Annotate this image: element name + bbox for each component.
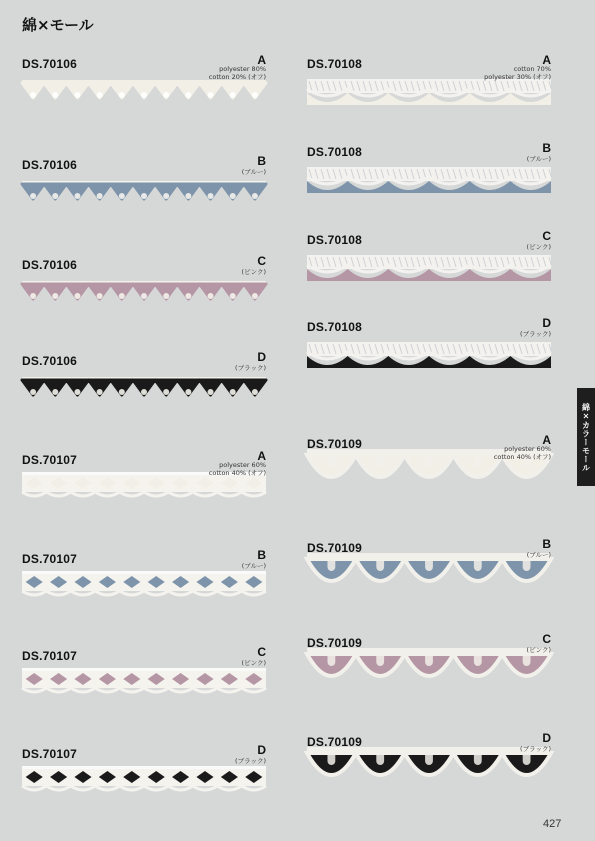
color-name: (ブルー) — [526, 155, 551, 163]
material-line: cotton 20% (オフ) — [208, 72, 266, 81]
color-name: (ブルー) — [241, 168, 266, 176]
product-code: DS.70108 — [307, 320, 362, 334]
lace-item-ds70106-a[interactable] — [22, 53, 266, 109]
lace-item-ds70108-a[interactable] — [307, 53, 551, 109]
product-code: DS.70109 — [307, 735, 362, 749]
variant-letter: C — [542, 632, 551, 646]
product-code: DS.70108 — [307, 233, 362, 247]
product-code: DS.70108 — [307, 57, 362, 71]
material-line: polyester 60% — [219, 461, 266, 469]
color-name: (ブラック) — [520, 745, 551, 753]
material-line: cotton 40% (オフ) — [208, 468, 266, 477]
material-composition — [209, 66, 266, 81]
color-name: (ブラック) — [520, 330, 551, 338]
variant-letter: B — [257, 154, 266, 168]
lace-item-ds70109-b[interactable] — [307, 537, 551, 603]
material-composition — [209, 462, 266, 477]
variant-letter: A — [257, 53, 266, 67]
material-composition — [494, 446, 551, 461]
product-code: DS.70109 — [307, 541, 362, 555]
lace-item-ds70108-d[interactable] — [307, 316, 551, 372]
variant-letter: B — [257, 548, 266, 562]
lace-item-ds70106-c[interactable] — [22, 254, 266, 310]
lace-item-ds70108-b[interactable] — [307, 141, 551, 197]
side-index-label: 綿×カラーモール — [581, 402, 591, 472]
product-code: DS.70107 — [22, 649, 77, 663]
lace-item-ds70107-c[interactable] — [22, 645, 266, 701]
variant-letter: A — [542, 433, 551, 447]
product-code: DS.70109 — [307, 636, 362, 650]
product-code: DS.70107 — [22, 747, 77, 761]
variant-letter: C — [257, 645, 266, 659]
color-name: (ブラック) — [235, 757, 266, 765]
side-index-tab[interactable] — [577, 388, 595, 486]
color-name: (ブルー) — [241, 562, 266, 570]
lace-item-ds70109-c[interactable] — [307, 632, 551, 698]
product-code: DS.70107 — [22, 552, 77, 566]
material-line: polyester 30% (オフ) — [484, 72, 551, 81]
lace-item-ds70106-b[interactable] — [22, 154, 266, 210]
variant-letter: C — [542, 229, 551, 243]
product-code: DS.70107 — [22, 453, 77, 467]
lace-item-ds70109-d[interactable] — [307, 731, 551, 797]
variant-letter: C — [257, 254, 266, 268]
lace-item-ds70109-a[interactable] — [307, 433, 551, 499]
lace-item-ds70107-a[interactable] — [22, 449, 266, 505]
product-code: DS.70108 — [307, 145, 362, 159]
color-name: (ピンク) — [241, 659, 266, 667]
product-code: DS.70106 — [22, 354, 77, 368]
material-line: cotton 70% — [513, 65, 551, 73]
variant-letter: B — [542, 537, 551, 551]
variant-letter: D — [542, 316, 551, 330]
color-name: (ピンク) — [526, 646, 551, 654]
material-line: polyester 60% — [504, 445, 551, 453]
variant-letter: D — [257, 743, 266, 757]
color-name: (ブラック) — [235, 364, 266, 372]
material-line: polyester 80% — [219, 65, 266, 73]
lace-item-ds70106-d[interactable] — [22, 350, 266, 406]
variant-letter: D — [542, 731, 551, 745]
lace-item-ds70108-c[interactable] — [307, 229, 551, 285]
variant-letter: A — [257, 449, 266, 463]
product-code: DS.70106 — [22, 57, 77, 71]
page-title: 綿×モール — [22, 16, 94, 34]
page-number: 427 — [543, 818, 562, 830]
lace-item-ds70107-b[interactable] — [22, 548, 266, 604]
product-code: DS.70106 — [22, 158, 77, 172]
lace-item-ds70107-d[interactable] — [22, 743, 266, 799]
variant-letter: D — [257, 350, 266, 364]
product-code: DS.70109 — [307, 437, 362, 451]
material-line: cotton 40% (オフ) — [493, 452, 551, 461]
product-code: DS.70106 — [22, 258, 77, 272]
variant-letter: B — [542, 141, 551, 155]
color-name: (ブルー) — [526, 551, 551, 559]
color-name: (ピンク) — [526, 243, 551, 251]
color-name: (ピンク) — [241, 268, 266, 276]
variant-letter: A — [542, 53, 551, 67]
material-composition — [484, 66, 551, 81]
